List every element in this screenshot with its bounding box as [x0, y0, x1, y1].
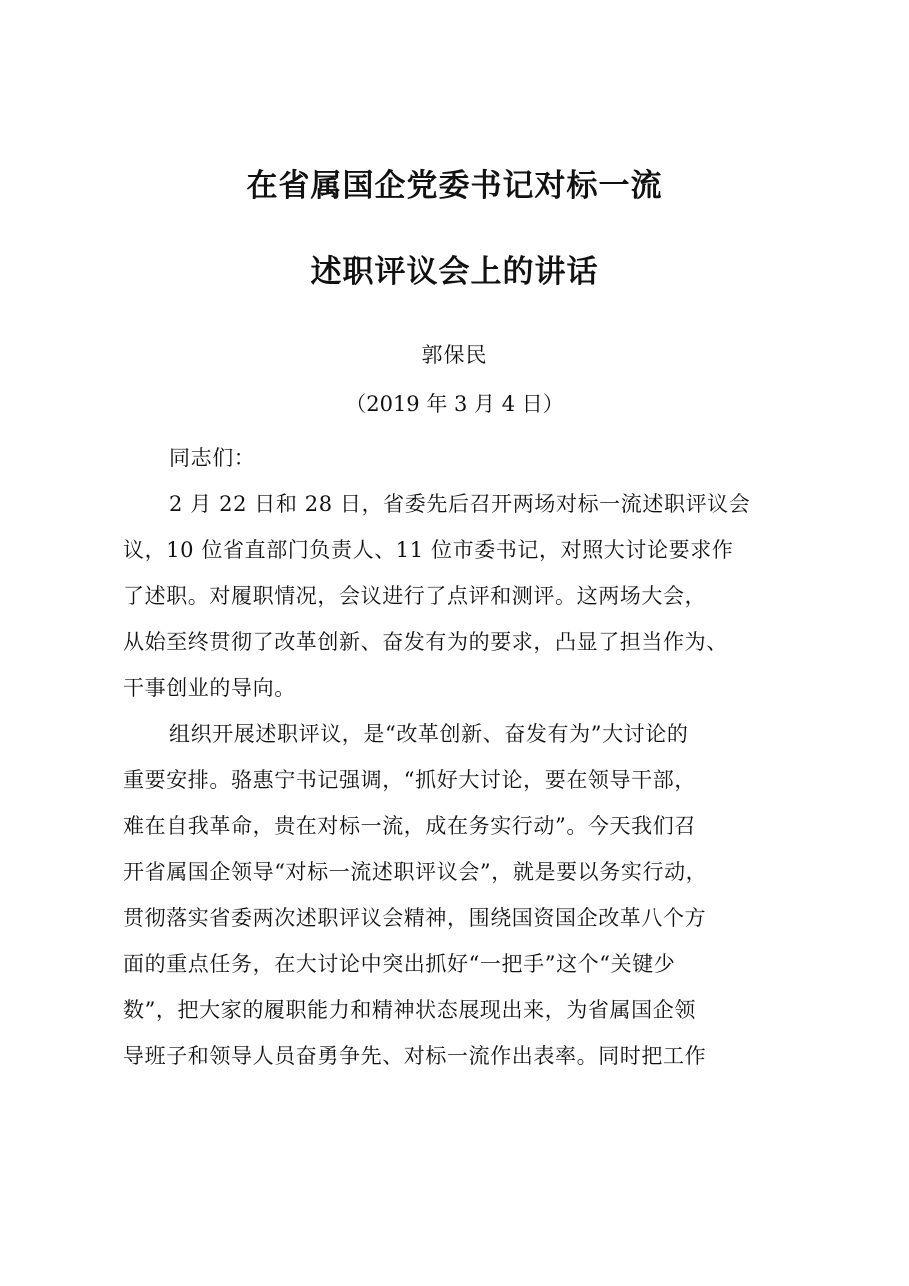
speech-date: （2019 年 3 月 4 日）	[345, 392, 564, 416]
paragraph-line: 重要安排。骆惠宁书记强调，“抓好大讨论，要在领导干部，	[123, 768, 696, 792]
paragraph-line: 开省属国企领导“对标一流述职评议会”，就是要以务实行动，	[123, 860, 708, 884]
paragraph-line: 贯彻落实省委两次述职评议会精神，围绕国资国企改革八个方	[123, 906, 707, 930]
body-text	[123, 435, 795, 1079]
author-name: 郭保民	[421, 343, 488, 367]
paragraph-1	[123, 481, 795, 711]
paragraph-line: 组织开展述职评议，是“改革创新、奋发有为”大讨论的	[169, 722, 689, 746]
paragraph-line: 难在自我革命，贵在对标一流，成在务实行动”。今天我们召	[123, 814, 696, 838]
paragraph-line: 从始至终贯彻了改革创新、奋发有为的要求，凸显了担当作为、	[123, 630, 728, 654]
salutation: 同志们：	[169, 446, 256, 470]
paragraph-line: 数”，把大家的履职能力和精神状态展现出来，为省属国企领	[123, 998, 696, 1022]
title-line-1: 在省属国企党委书记对标一流	[246, 168, 663, 204]
paragraph-line: 了述职。对履职情况，会议进行了点评和测评。这两场大会，	[123, 584, 707, 608]
paragraph-2	[123, 711, 795, 1079]
paragraph-line: 干事创业的导向。	[123, 676, 296, 700]
paragraph-line: 导班子和领导人员奋勇争先、对标一流作出表率。同时把工作	[123, 1044, 707, 1068]
paragraph-line: 议，10 位省直部门负责人、11 位市委书记，对照大讨论要求作	[123, 538, 734, 562]
paragraph-line: 2 月 22 日和 28 日，省委先后召开两场对标一流述职评议会	[169, 492, 751, 516]
paragraph-line: 面的重点任务，在大讨论中突出抓好“一把手”这个“关键少	[123, 952, 676, 976]
title-line-2: 述职评议会上的讲话	[310, 254, 599, 290]
